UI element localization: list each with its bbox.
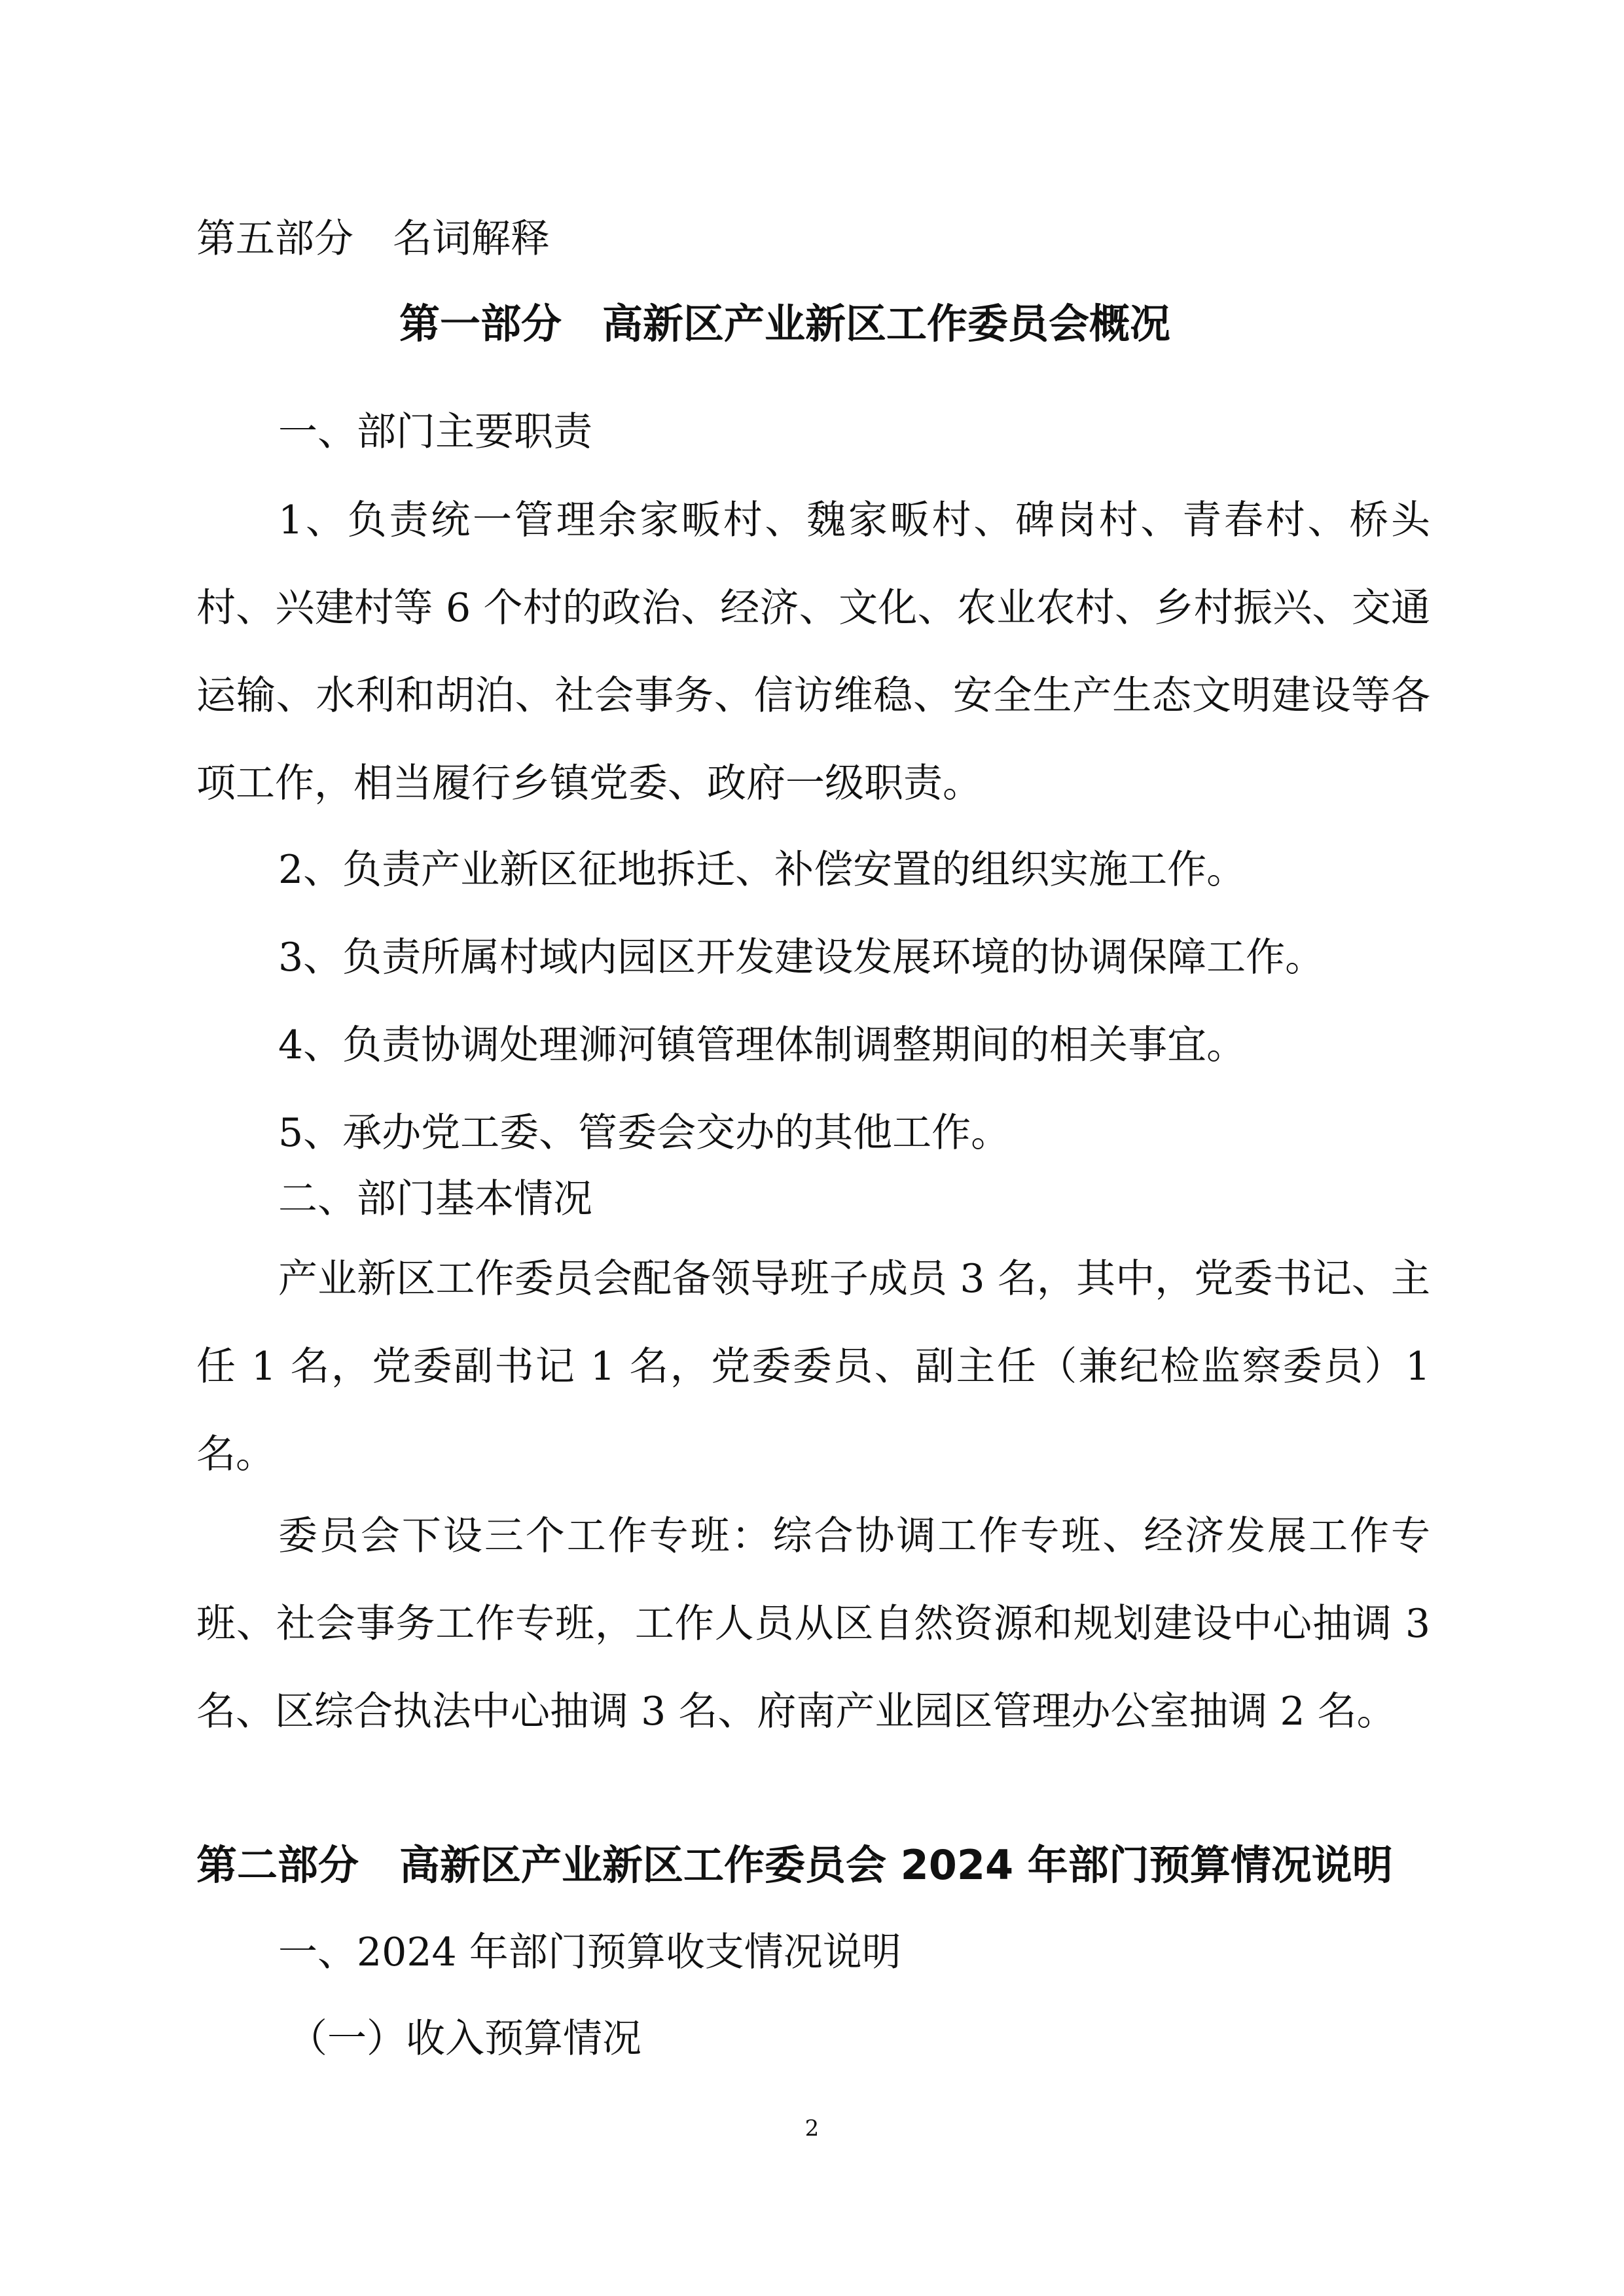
page-number: 2 xyxy=(804,2115,820,2142)
duty-5-paragraph: 5、承办党工委、管委会交办的其他工作。 xyxy=(278,1110,1011,1156)
duty-3-paragraph: 3、负责所属村域内园区开发建设发展环境的协调保障工作。 xyxy=(278,935,1325,980)
part2-heading: 第二部分 高新区产业新区工作委员会 2024 年部门预算情况说明 xyxy=(196,1841,1393,1889)
income-subsection-title: （一）收入预算情况 xyxy=(288,2016,641,2062)
section2-title: 二、部门基本情况 xyxy=(278,1176,592,1222)
section1-title: 一、部门主要职责 xyxy=(278,409,592,455)
duty-2-paragraph: 2、负责产业新区征地拆迁、补偿安置的组织实施工作。 xyxy=(278,847,1246,893)
toc-part5-line: 第五部分 名词解释 xyxy=(196,216,550,262)
part1-heading: 第一部分 高新区产业新区工作委员会概况 xyxy=(399,300,1171,348)
duty-1-paragraph: 1、负责统一管理余家畈村、魏家畈村、碑岗村、青春村、桥头村、兴建村等 6 个村的政治、经济、文化、农业农村、乡村振兴、交通运输、水利和胡泊、社会事务、信访维稳、安全生产生态文明建设等各项工作，相当履行乡镇党委、政府一级职责。 xyxy=(196,497,1430,806)
basic-info-paragraph-2: 委员会下设三个工作专班：综合协调工作专班、经济发展工作专班、社会事务工作专班，工作人员从区自然资源和规划建设中心抽调 3 名、区综合执法中心抽调 3 名、府南产业园区管理办公室抽调 2 名。 xyxy=(196,1513,1430,1734)
duty-4-paragraph: 4、负责协调处理浉河镇管理体制调整期间的相关事宜。 xyxy=(278,1022,1246,1068)
budget-section-title: 一、2024 年部门预算收支情况说明 xyxy=(278,1929,901,1975)
basic-info-paragraph-1: 产业新区工作委员会配备领导班子成员 3 名，其中，党委书记、主任 1 名，党委副书记 1 名，党委委员、副主任（兼纪检监察委员）1 名。 xyxy=(196,1256,1430,1477)
